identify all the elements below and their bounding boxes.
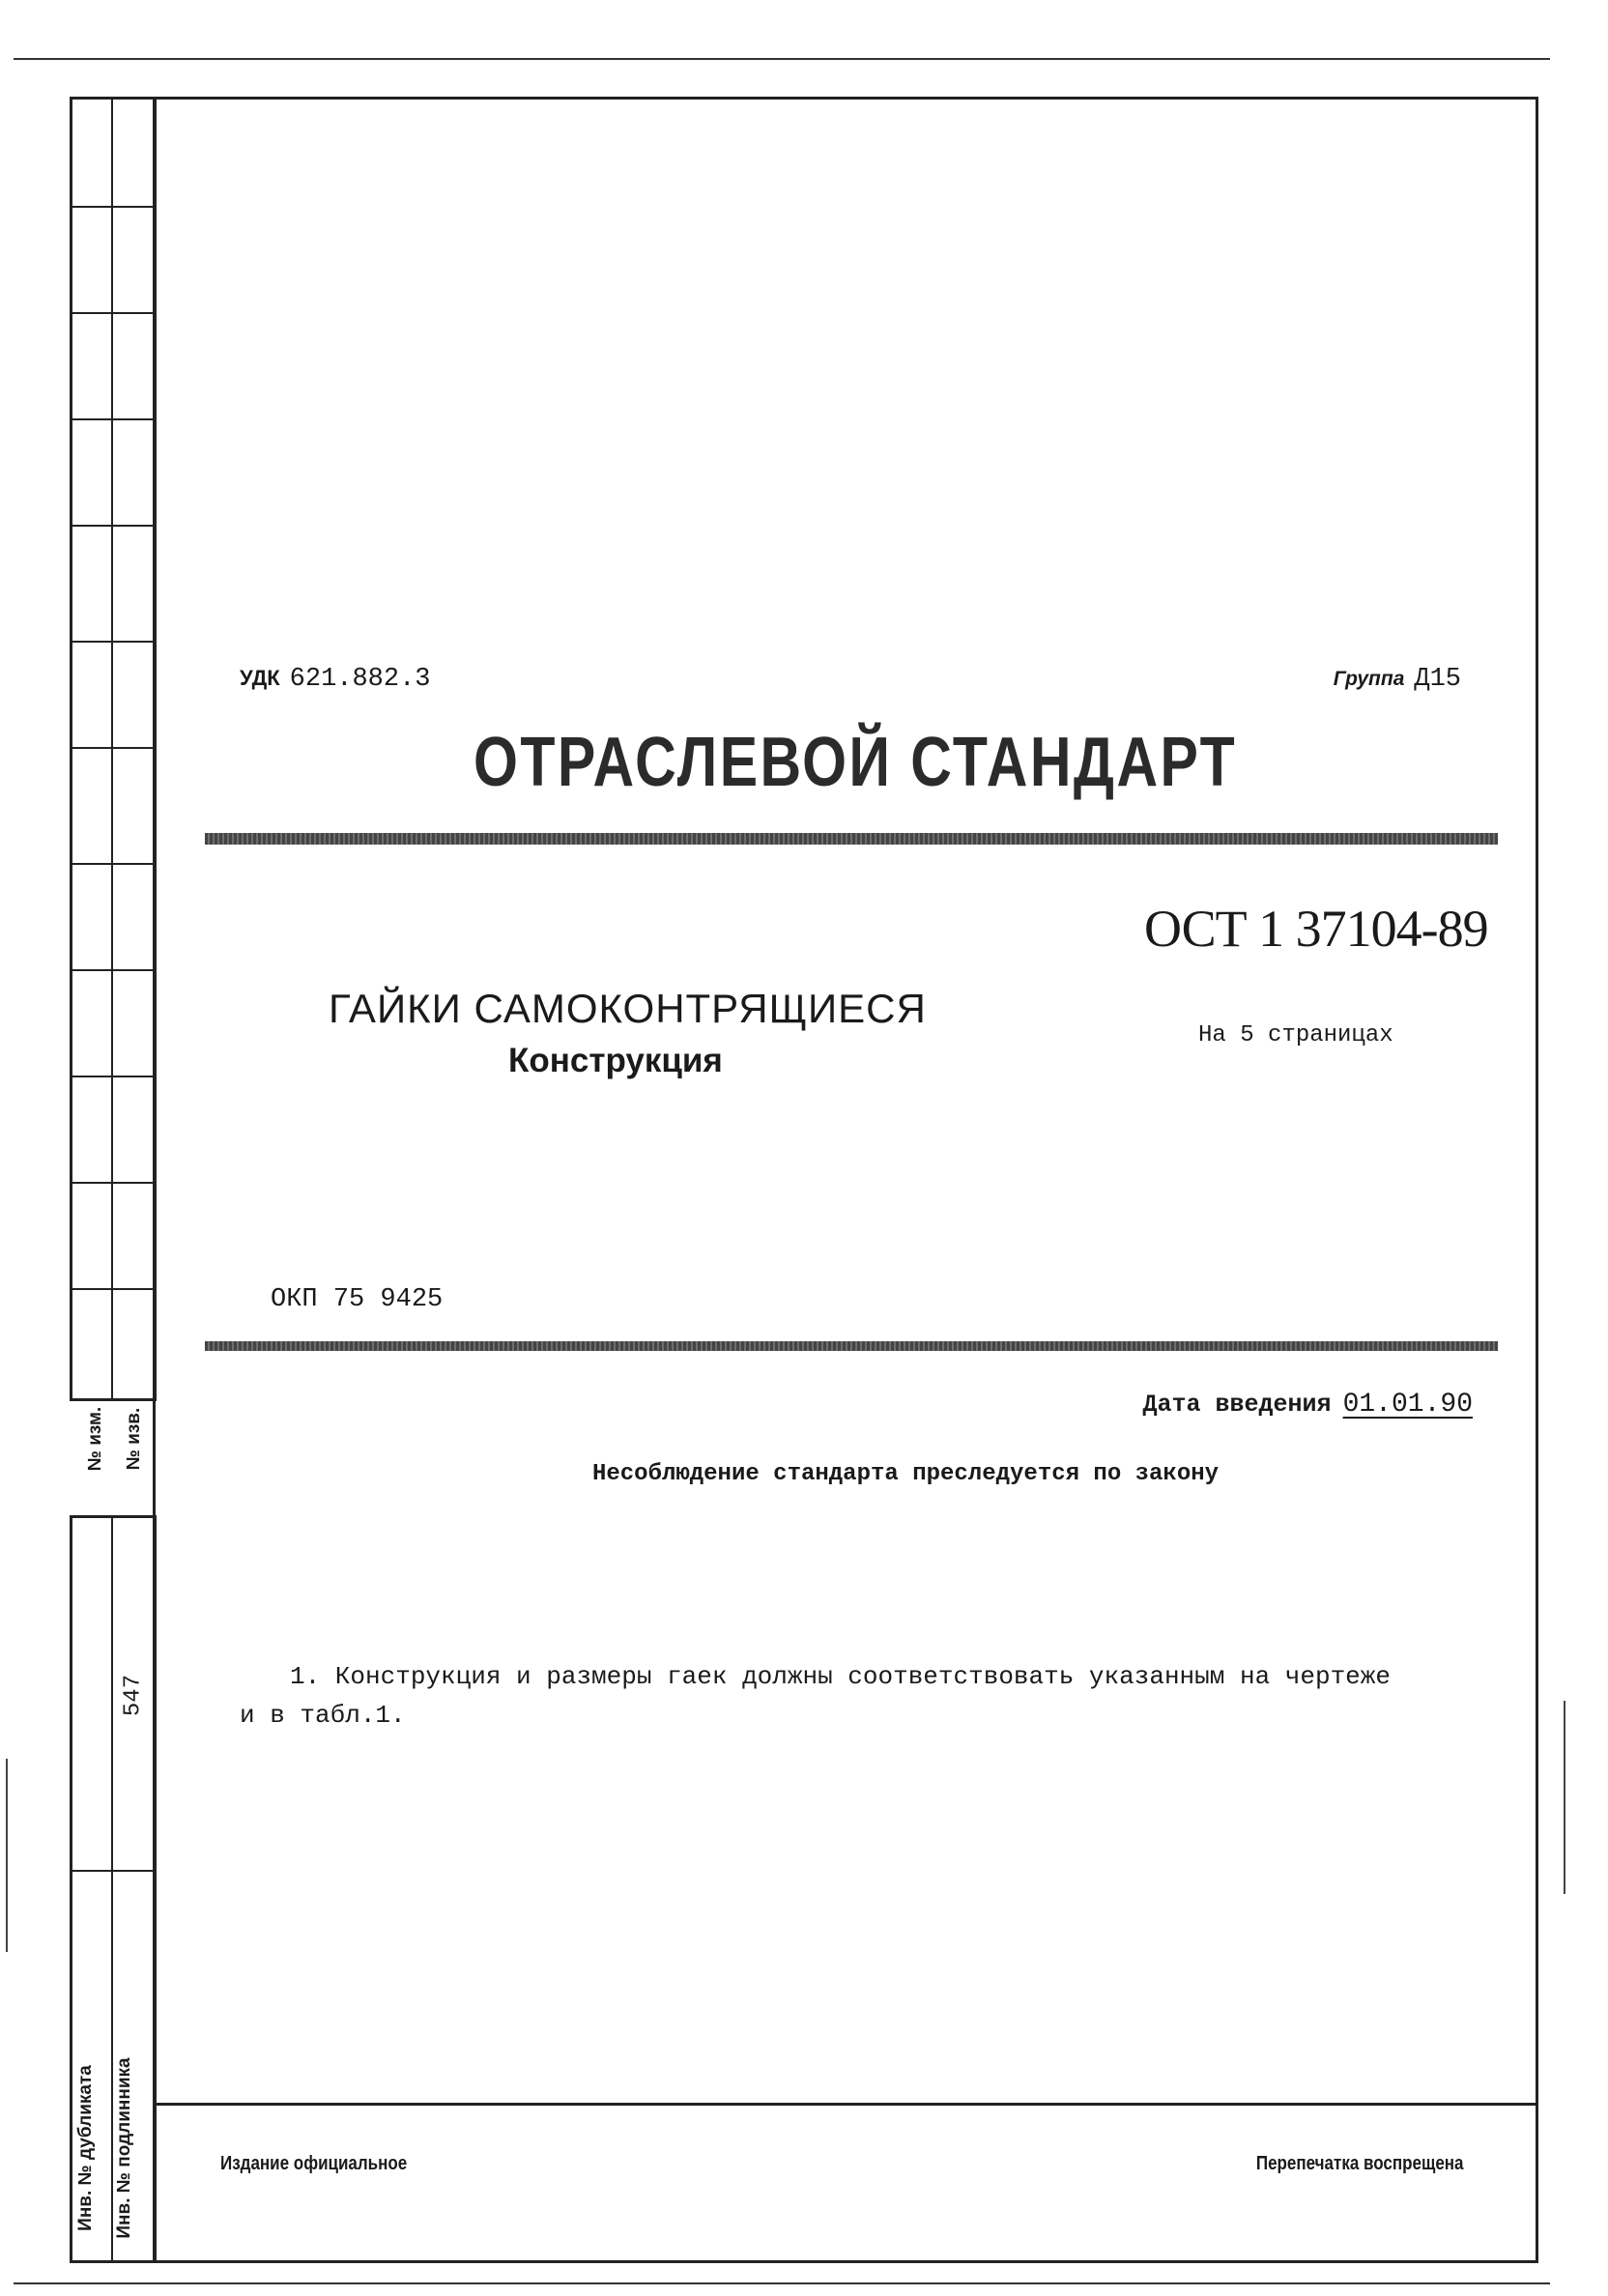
left-margin-mark [6, 1759, 8, 1952]
upper-side-strip [70, 97, 157, 1472]
right-margin-mark [1564, 1701, 1565, 1894]
footer-divider [153, 2103, 1538, 2106]
official-edition-label: Издание официальное [220, 2153, 408, 2174]
legal-notice: Несоблюдение стандарта преследуется по закону [591, 1461, 1220, 1487]
udk-value: 621.882.3 [289, 665, 431, 694]
heading-bar [205, 833, 1498, 845]
inv-podl-value: 547 [120, 1674, 147, 1717]
udk-label: УДК [240, 666, 280, 690]
udk-line [240, 665, 431, 694]
page-bottom-rule [14, 2282, 1550, 2284]
introduction-date: 01.01.90 [1342, 1390, 1473, 1420]
page-count: На 5 страницах [1198, 1022, 1393, 1048]
introduction-date-line [1143, 1390, 1473, 1420]
group-line [1334, 665, 1461, 694]
document-frame [153, 97, 1538, 2263]
inv-podl-label: Инв. № подлинника [114, 2057, 134, 2239]
clause-1-line-2: и в табл.1. [240, 1701, 406, 1730]
okp-bar [205, 1341, 1498, 1351]
standard-code: ОСТ 1 37104-89 [1144, 900, 1488, 958]
okp-code: ОКП 75 9425 [271, 1285, 444, 1314]
page-top-rule [14, 58, 1550, 60]
introduction-label: Дата введения [1142, 1391, 1332, 1419]
inv-dubl-label: Инв. № дубликата [75, 2065, 96, 2231]
reprint-prohibited-label: Перепечатка воспрещена [1255, 2153, 1463, 2174]
clause-1-line-1: 1. Конструкция и размеры гаек должны соответствовать указанным на чертеже [290, 1662, 1391, 1691]
document-subtitle: Конструкция [508, 1042, 723, 1079]
izv-no-label: № изв. [124, 1407, 144, 1471]
izm-no-label: № изм. [85, 1406, 105, 1472]
document-title: ГАЙКИ САМОКОНТРЯЩИЕСЯ [329, 986, 927, 1031]
group-label: Группа [1333, 668, 1405, 690]
lower-side-strip [70, 1515, 157, 2263]
standard-type-heading: ОТРАСЛЕВОЙ СТАНДАРТ [474, 724, 1238, 801]
group-value: Д15 [1414, 665, 1461, 694]
